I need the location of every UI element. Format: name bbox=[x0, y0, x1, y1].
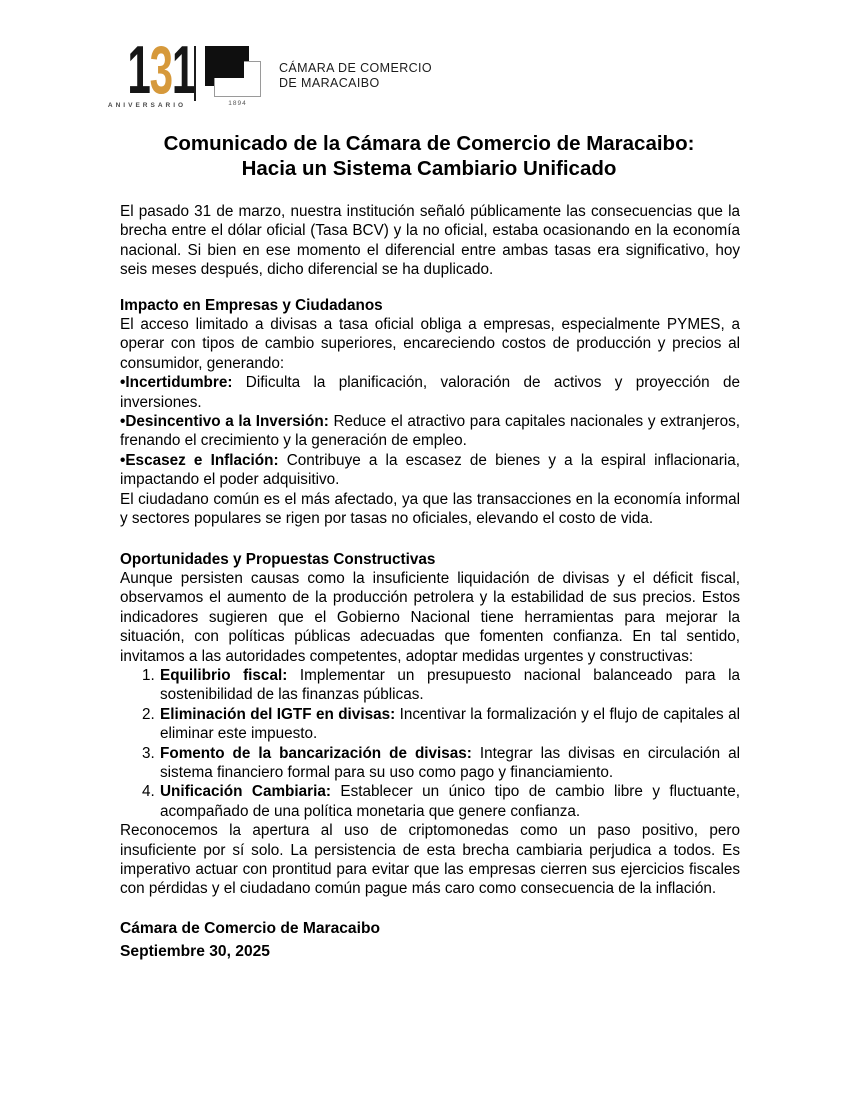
logo-header bbox=[107, 32, 858, 111]
bullet-lead: •Desincentivo a la Inversión: bbox=[120, 413, 329, 431]
proposal-text: Implementar un presupuesto nacional balanceado para la sostenibilidad de las finanzas públicas. bbox=[160, 666, 740, 704]
bullet-lead: •Escasez e Inflación: bbox=[120, 451, 279, 469]
proposal-item-2 bbox=[120, 705, 740, 744]
organization-name-line1: CÁMARA DE COMERCIO bbox=[279, 61, 433, 75]
proposal-item-1 bbox=[120, 666, 740, 705]
anniversary-label: ANIVERSARIO bbox=[107, 102, 187, 109]
document-title-line2: Hacia un Sistema Cambiario Unificado bbox=[241, 157, 617, 180]
section-heading-impact: Impacto en Empresas y Ciudadanos bbox=[120, 296, 383, 314]
digit-1: 1 bbox=[127, 32, 150, 108]
section-heading-opportunities: Oportunidades y Propuestas Constructivas bbox=[120, 550, 436, 568]
logo-divider bbox=[194, 46, 196, 101]
chamber-mark-icon bbox=[205, 46, 265, 110]
proposal-number: 2. bbox=[142, 705, 155, 723]
bullet-desincentivo bbox=[120, 412, 740, 451]
proposal-number: 4. bbox=[142, 783, 155, 801]
proposal-lead: Equilibrio fiscal: bbox=[160, 666, 288, 684]
organization-name bbox=[279, 61, 432, 91]
proposal-lead: Eliminación del IGTF en divisas: bbox=[160, 705, 396, 723]
opportunities-paragraph: Aunque persisten causas como la insuficiente liquidación de divisas y el déficit fiscal, observamos el aumento de la producción petrolera y la estabilidad de sus precios. Estos indicadores sugieren que el Gobierno Nacional tiene herramientas para mejorar la situación, con políticas públicas adecuadas que fomenten confianza. En tal sentido, invitamos a las autoridades competentes, adoptar medidas urgentes y constructivas: bbox=[120, 569, 740, 665]
digit-1b: 1 bbox=[171, 32, 195, 108]
anniversary-logo bbox=[107, 32, 195, 109]
impact-paragraph: El acceso limitado a divisas a tasa oficial obliga a empresas, especialmente PYMES, a operar con tipos de cambio superiores, encareciendo costos de producción y precios al consumidor, generando: bbox=[120, 316, 740, 372]
signature-date: Septiembre 30, 2025 bbox=[120, 942, 270, 960]
proposal-lead: Fomento de la bancarización de divisas: bbox=[160, 744, 472, 762]
signature-org: Cámara de Comercio de Maracaibo bbox=[120, 919, 380, 937]
bullet-escasez bbox=[120, 451, 740, 490]
proposal-text: Establecer un único tipo de cambio libre y fluctuante, acompañado de una política monetaria que genere confianza. bbox=[160, 783, 741, 820]
document-title-line1: Comunicado de la Cámara de Comercio de Maracaibo: bbox=[163, 132, 695, 155]
proposal-number: 1. bbox=[142, 666, 155, 684]
proposal-text: Integrar las divisas en circulación al sistema financiero formal para su uso como pago y financiamiento. bbox=[160, 744, 741, 781]
bullet-incertidumbre bbox=[120, 373, 740, 412]
bullet-text: Contribuye a la escasez de bienes y a la espiral inflacionaria, impactando el poder adquisitivo. bbox=[120, 451, 740, 489]
bullet-text: Reduce el atractivo para capitales nacionales y extranjeros, frenando el crecimiento y la generación de empleo. bbox=[120, 413, 741, 450]
bullet-lead: •Incertidumbre: bbox=[120, 374, 233, 392]
chamber-mark-middle-bar bbox=[214, 61, 244, 78]
impact-closing-paragraph: El ciudadano común es el más afectado, ya que las transacciones en la economía informal y sectores populares se rigen por tasas no oficiales, elevando el costo de vida. bbox=[120, 490, 740, 528]
document-title bbox=[0, 131, 858, 181]
proposal-item-3 bbox=[120, 744, 740, 783]
document-body bbox=[120, 202, 740, 963]
signature-block bbox=[120, 917, 740, 963]
founding-year: 1894 bbox=[228, 100, 247, 107]
proposal-text: Incentivar la formalización y el flujo de capitales al eliminar este impuesto. bbox=[160, 705, 740, 743]
digit-3-accent: 3 bbox=[149, 32, 172, 108]
proposal-item-4 bbox=[120, 782, 740, 821]
bullet-text: Dificulta la planificación, valoración de activos y proyección de inversiones. bbox=[120, 374, 740, 411]
closing-paragraph: Reconocemos la apertura al uso de criptomonedas como un paso positivo, pero insuficiente por sí solo. La persistencia de esta brecha cambiaria perjudica a todos. Es imperativo actuar con prontitud para evitar que las empresas cierren sus ejercicios fiscales con pérdidas y el ciudadano común pague más caro como consecuencia de la inflación. bbox=[120, 822, 740, 898]
proposal-lead: Unificación Cambiaria: bbox=[160, 783, 331, 801]
intro-paragraph: El pasado 31 de marzo, nuestra institución señaló públicamente las consecuencias que la brecha entre el dólar oficial (Tasa BCV) y la no oficial, estaba ocasionando en la economía nacional. Si bien en ese momento el diferencial entre ambas tasas era significativo, hoy seis meses después, dicho diferencial se ha duplicado. bbox=[120, 203, 740, 279]
organization-name-line2: DE MARACAIBO bbox=[279, 76, 380, 90]
proposal-number: 3. bbox=[142, 744, 155, 762]
